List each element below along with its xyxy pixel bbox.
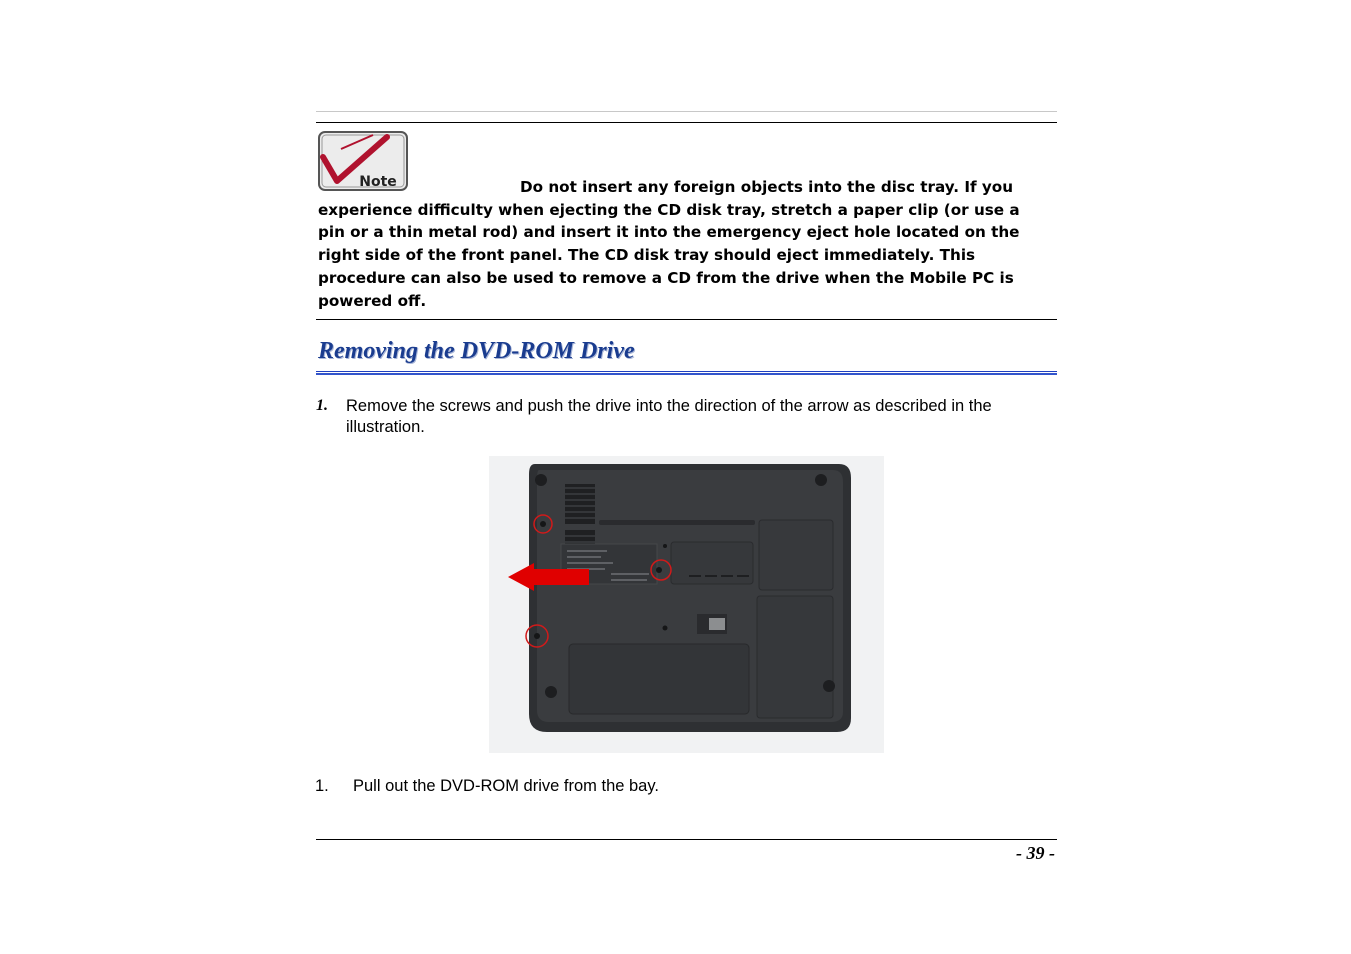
- footer-rule: [316, 839, 1057, 840]
- note-icon-label: Note: [359, 174, 397, 190]
- section-heading: Removing the DVD-ROM Drive: [318, 338, 635, 364]
- laptop-bottom-photo: [489, 456, 884, 753]
- heading-underline: [316, 371, 1057, 375]
- note-text-rest: experience difficulty when ejecting the CD disk tray, stretch a paper clip (or use a pin or a thin metal rod) and insert it into the emergency eject hole located on the right side of the front panel. The CD disk tray should eject immediately. This procedure can also be used to remove a CD from the drive when the Mobile PC is powered off.: [318, 200, 1020, 310]
- step-number: 1.: [316, 397, 328, 414]
- note-text-line1: Do not insert any foreign objects into the disc tray. If you: [520, 178, 1014, 196]
- page-number: - 39 -: [1016, 843, 1055, 863]
- header-rule: [316, 122, 1057, 123]
- note-text: [318, 176, 1048, 312]
- header-rule-light: [316, 111, 1057, 112]
- step-text: Remove the screws and push the drive into the direction of the arrow as described in the illustration.: [346, 397, 992, 436]
- step-text: Pull out the DVD-ROM drive from the bay.: [353, 777, 659, 795]
- step-number: 1.: [315, 777, 329, 795]
- note-bottom-rule: [316, 319, 1057, 320]
